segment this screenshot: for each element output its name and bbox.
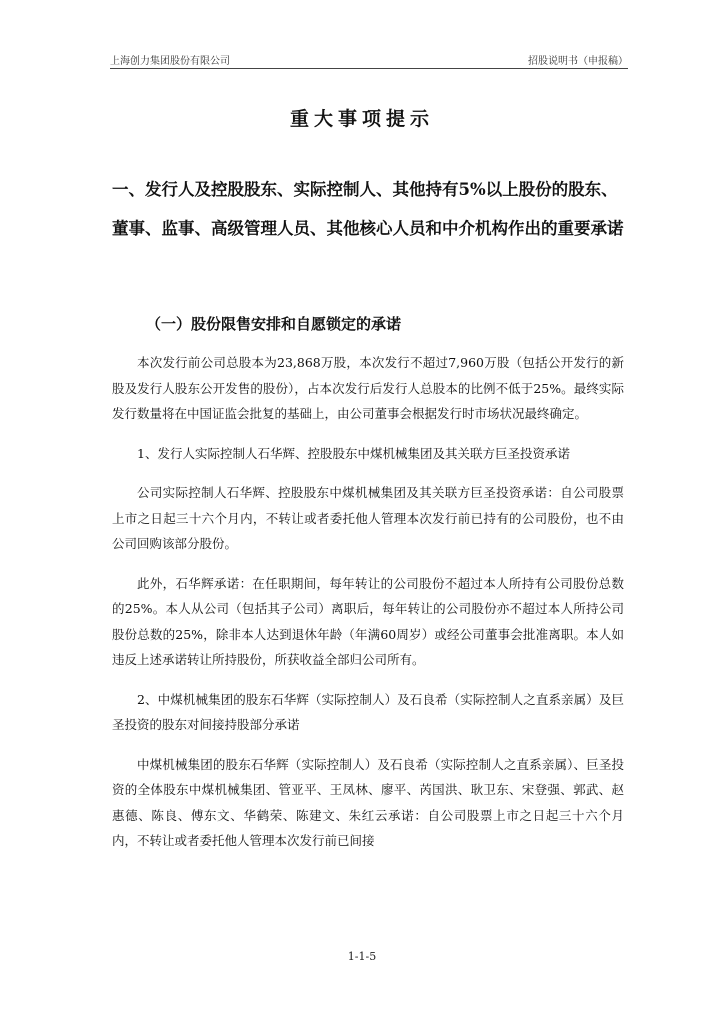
page-title: 重大事项提示 <box>289 108 434 130</box>
page-number: 1-1-5 <box>347 950 377 963</box>
page-header <box>110 48 628 69</box>
header-company-name: 上海创力集团股份有限公司 <box>110 56 230 67</box>
item-heading-2: 2、中煤机械集团的股东石华辉（实际控制人）及石良希（实际控制人之直系亲属）及巨圣投资的股东对间接持股部分承诺 <box>112 691 624 732</box>
body-text <box>112 350 624 868</box>
item-heading-1: 1、发行人实际控制人石华辉、控股股东中煤机械集团及其关联方巨圣投资承诺 <box>137 445 570 461</box>
paragraph-lockup-commitment: 公司实际控制人石华辉、控股股东中煤机械集团及其关联方巨圣投资承诺：自公司股票上市之日起三十六个月内，不转让或者委托他人管理本次发行前已持有的公司股份，也不由公司回购该部分股份。 <box>112 485 624 551</box>
paragraph-indirect-holding: 中煤机械集团的股东石华辉（实际控制人）及石良希（实际控制人之直系亲属）、巨圣投资的全体股东中煤机械集团、管亚平、王凤林、廖平、芮国洪、耿卫东、宋登强、郭武、赵惠德、陈良、傅东文、华鹤荣、陈建文、朱红云承诺：自公司股票上市之日起三十六个月内，不转让或者委托他人管理本次发行前已间接 <box>112 756 624 848</box>
header-document-type: 招股说明书（申报稿） <box>528 56 628 67</box>
section-heading: 一、发行人及控股股东、实际控制人、其他持有5%以上股份的股东、董事、监事、高级管理人员、其他核心人员和中介机构作出的重要承诺 <box>112 180 624 238</box>
subsection-heading: （一）股份限售安排和自愿锁定的承诺 <box>146 315 402 333</box>
paragraph-share-capital: 本次发行前公司总股本为23,868万股，本次发行不超过7,960万股（包括公开发行的新股及发行人股东公开发售的股份），占本次发行后发行人总股本的比例不低于25%。最终实际发行数量将在中国证监会批复的基础上，由公司董事会根据发行时市场状况最终确定。 <box>112 355 624 421</box>
paragraph-transfer-limit: 此外，石华辉承诺：在任职期间，每年转让的公司股份不超过本人所持有公司股份总数的25%。本人从公司（包括其子公司）离职后，每年转让的公司股份亦不超过本人所持公司股份总数的25%，除非本人达到退休年龄（年满60周岁）或经公司董事会批准离职。本人如违反上述承诺转让所持股份，所获收益全部归公司所有。 <box>112 575 624 667</box>
